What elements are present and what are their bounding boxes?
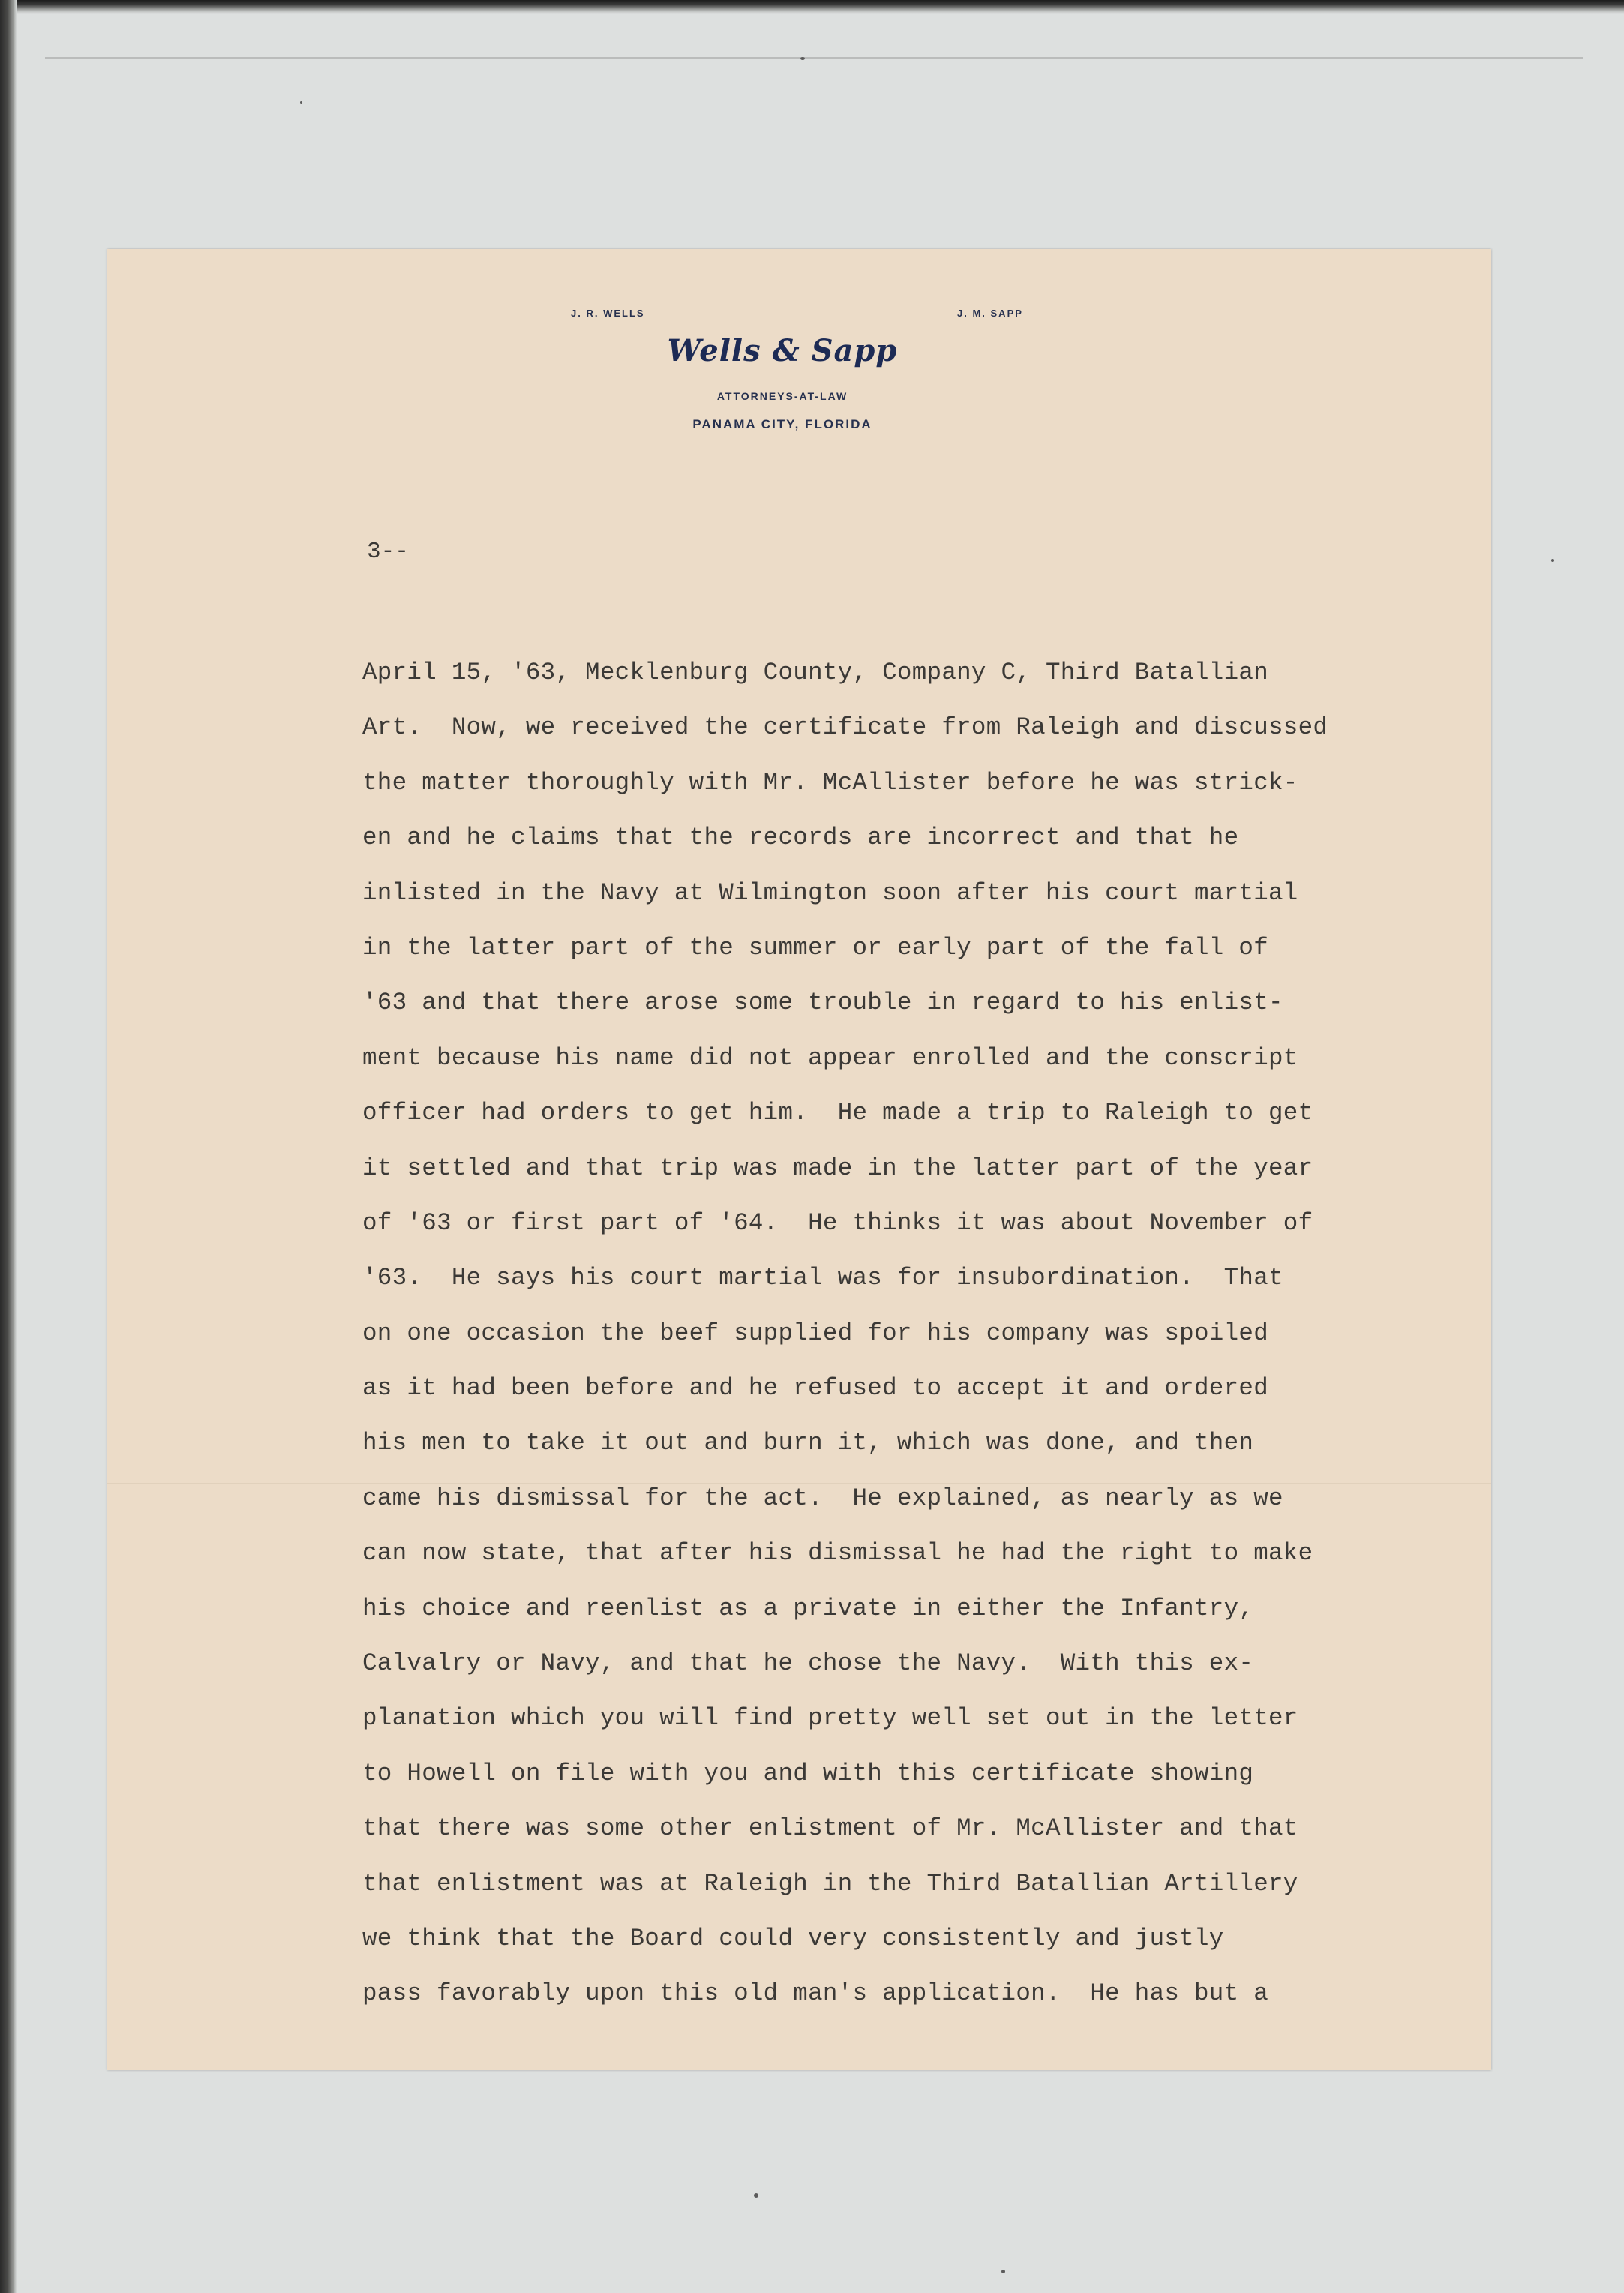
scan-edge-left	[0, 0, 17, 2293]
body-line: it settled and that trip was made in the latter part of the year	[362, 1154, 1313, 1182]
body-line: April 15, '63, Mecklenburg County, Company C, Third Batallian	[362, 659, 1268, 686]
scan-speck	[1001, 2270, 1005, 2273]
scan-speck	[754, 2193, 758, 2198]
body-line: to Howell on file with you and with this certificate showing	[362, 1759, 1254, 1787]
page-number: 3--	[367, 539, 409, 565]
body-line: inlisted in the Navy at Wilmington soon after his court martial	[362, 878, 1298, 907]
body-line: on one occasion the beef supplied for his company was spoiled	[362, 1319, 1268, 1347]
body-line: the matter thoroughly with Mr. McAllister before he was strick-	[362, 768, 1298, 797]
body-line: his men to take it out and burn it, which was done, and then	[362, 1429, 1254, 1457]
body-line: in the latter part of the summer or early part of the fall of	[362, 933, 1268, 962]
body-line: planation which you will find pretty well set out in the letter	[362, 1704, 1298, 1733]
scan-edge-top	[0, 0, 1624, 14]
partner-name-left: J. R. WELLS	[571, 308, 645, 319]
body-line: of '63 or first part of '64. He thinks it was about November of	[362, 1208, 1313, 1237]
body-line: that there was some other enlistment of Mr. McAllister and that	[362, 1814, 1298, 1843]
firm-name: Wells & Sapp	[667, 333, 898, 368]
letter-page	[107, 249, 1491, 2070]
body-line: as it had been before and he refused to accept it and ordered	[362, 1374, 1268, 1403]
scan-speck	[300, 101, 302, 104]
body-line: that enlistment was at Raleigh in the Third Batallian Artillery	[362, 1869, 1298, 1898]
firm-city: PANAMA CITY, FLORIDA	[692, 417, 872, 431]
partner-name-right: J. M. SAPP	[957, 308, 1023, 319]
body-line: '63 and that there arose some trouble in regard to his enlist-	[362, 989, 1283, 1017]
scan-line	[45, 57, 1583, 59]
body-line: came his dismissal for the act. He explained, as nearly as we	[362, 1484, 1283, 1512]
body-line: we think that the Board could very consistently and justly	[362, 1924, 1224, 1952]
letter-body	[362, 645, 1487, 2021]
firm-subtitle: ATTORNEYS-AT-LAW	[716, 390, 848, 402]
body-line: ment because his name did not appear enrolled and the conscript	[362, 1043, 1298, 1072]
scan-speck	[800, 57, 805, 60]
body-line: pass favorably upon this old man's application. He has but a	[362, 1979, 1268, 2008]
body-line: can now state, that after his dismissal he had the right to make	[362, 1539, 1313, 1568]
body-line: Calvalry or Navy, and that he chose the Navy. With this ex-	[362, 1649, 1254, 1678]
body-line: en and he claims that the records are incorrect and that he	[362, 824, 1239, 852]
body-line: officer had orders to get him. He made a trip to Raleigh to get	[362, 1099, 1313, 1127]
body-line: Art. Now, we received the certificate from Raleigh and discussed	[362, 713, 1328, 742]
body-line: '63. He says his court martial was for insubordination. That	[362, 1264, 1283, 1292]
scan-speck	[1551, 559, 1554, 562]
body-line: his choice and reenlist as a private in either the Infantry,	[362, 1594, 1254, 1622]
